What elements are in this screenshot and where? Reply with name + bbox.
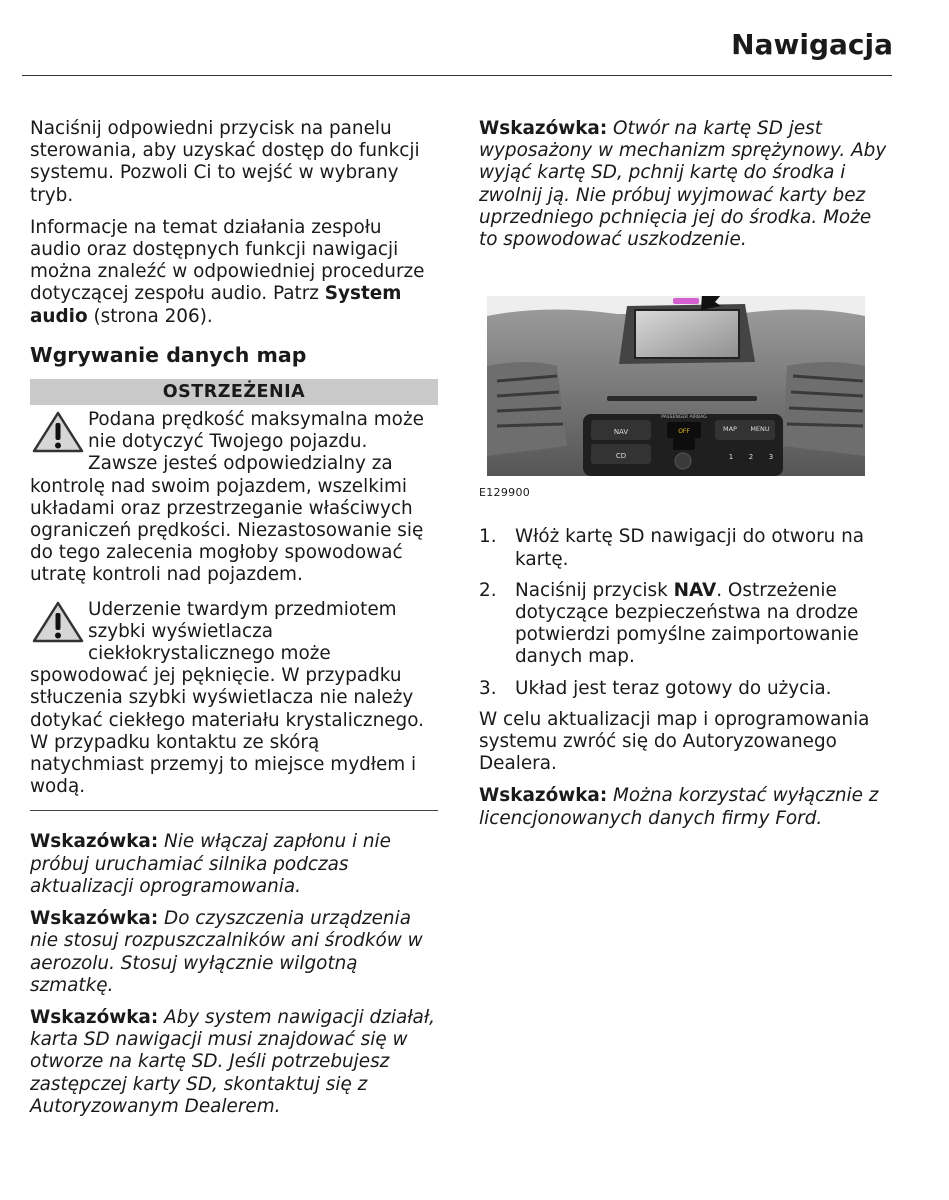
note-label: Wskazówka: [30, 908, 159, 930]
warnings-header: OSTRZEŻENIA [30, 379, 438, 405]
step-text: Układ jest teraz gotowy do użycia. [515, 677, 832, 699]
header-rule [22, 75, 892, 76]
step-item [479, 526, 889, 570]
warnings-divider [30, 810, 438, 811]
step-text: Naciśnij przycisk [515, 579, 674, 601]
display-screen [635, 310, 739, 358]
system-audio-link[interactable]: System audio [30, 283, 402, 327]
warning-triangle-icon [30, 599, 86, 647]
airbag-label: PASSENGER AIRBAG [661, 415, 707, 421]
intro-paragraph-1: Naciśnij odpowiedni przycisk na panelu sterowania, aby uzyskać dostęp do funkcji systemu. Pozwoli Ci to wejść w wybrany tryb. [30, 118, 420, 206]
figure-code: E129900 [479, 486, 531, 500]
page-title: Nawigacja [731, 28, 893, 61]
preset-key-1: 1 [728, 453, 734, 462]
note-3 [30, 1007, 438, 1118]
step-number: 2. [479, 579, 497, 601]
preset-key-2: 2 [748, 453, 754, 462]
step-text-tail: . Ostrzeżenie dotyczące bezpieczeństwa na drodze potwierdzi pomyślne zaimportowanie danych map. [515, 579, 859, 668]
section-heading: Wgrywanie danych map [30, 342, 307, 367]
map-button-label: MAP [723, 425, 737, 434]
note-label: Wskazówka: [30, 1006, 159, 1028]
intro-text: Informacje na temat działania zespołu audio oraz dostępnych funkcji nawigacji można znaleźć w odpowiedniej procedurze dotyczącej zespołu audio. Patrz [30, 216, 425, 305]
warning-triangle-icon [30, 409, 86, 457]
cd-button-label: CD [615, 452, 627, 461]
step-number: 3. [479, 677, 497, 699]
note-text: Można korzystać wyłącznie z licencjonowanych danych firmy Ford. [479, 785, 879, 829]
note-text: Nie włączaj zapłonu i nie próbuj uruchamiać silnika podczas aktualizacji oprogramowania. [30, 831, 391, 897]
warning-2 [30, 599, 438, 799]
preset-key-3: 3 [768, 453, 774, 462]
intro-paragraph-2 [30, 217, 438, 328]
step-item [479, 678, 889, 700]
sd-slot-highlight [673, 298, 699, 304]
note-text: Aby system nawigacji działał, karta SD nawigacji musi znajdować się w otworze na kartę SD. Jeśli potrzebujesz zastępczej karty SD, skontaktuj się z Autoryzowanym Dealerem. [30, 1006, 435, 1117]
note-label: Wskazówka: [30, 831, 159, 853]
nav-keyword: NAV [673, 579, 717, 601]
note-2 [30, 908, 438, 997]
steps-list [479, 526, 889, 699]
page-reference: (strona 206). [87, 305, 213, 327]
step-number: 1. [479, 526, 497, 548]
right-column [479, 118, 889, 840]
airbag-off-indicator: OFF [678, 428, 690, 436]
note-label: Wskazówka: [479, 118, 608, 139]
note-text: Do czyszczenia urządzenia nie stosuj rozpuszczalników ani środków w aerozolu. Stosuj wyłącznie wilgotną szmatkę. [30, 908, 423, 996]
note-license [479, 785, 889, 829]
note-1 [30, 831, 438, 898]
warning-1 [30, 409, 438, 587]
step-item [479, 580, 889, 669]
warning-1-text: Podana prędkość maksymalna może nie dotyczyć Twojego pojazdu. Zawsze jesteś odpowiedzialny za kontrolę nad swoim pojazdem, wszelkimi układami oraz przestrzeganie właściwych ograniczeń prędkości. Niezastosowanie się do tego zalecenia mogłoby spowodować utratę kontroli nad pojazdem. [30, 409, 424, 586]
dashboard-drawing [487, 296, 865, 476]
menu-button-label: MENU [750, 425, 770, 434]
note-sd-slot [479, 118, 889, 251]
note-text: Otwór na kartę SD jest wyposażony w mechanizm sprężynowy. Aby wyjąć kartę SD, pchnij kartę do środka i zwolnij ją. Nie próbuj wyjmować karty bez uprzedniego pchnięcia jej do środka. Może to spowodować uszkodzenie. [479, 118, 887, 251]
left-column [30, 118, 438, 1128]
note-label: Wskazówka: [479, 785, 608, 807]
step-text: Włóż kartę SD nawigacji do otworu na kartę. [515, 526, 865, 570]
dealer-paragraph: W celu aktualizacji map i oprogramowania systemu zwróć się do Autoryzowanego Dealera. [479, 708, 870, 775]
dashboard-illustration [487, 296, 865, 476]
nav-button-label: NAV [613, 428, 629, 437]
warning-2-text: Uderzenie twardym przedmiotem szybki wyświetlacza ciekłokrystalicznego może spowodować jej pęknięcie. W przypadku stłuczenia szybki wyświetlacza nie należy dotykać ciekłego materiału krystalicznego. W przypadku kontaktu ze skórą natychmiast przemyj to miejsce mydłem i wodą. [30, 598, 425, 798]
